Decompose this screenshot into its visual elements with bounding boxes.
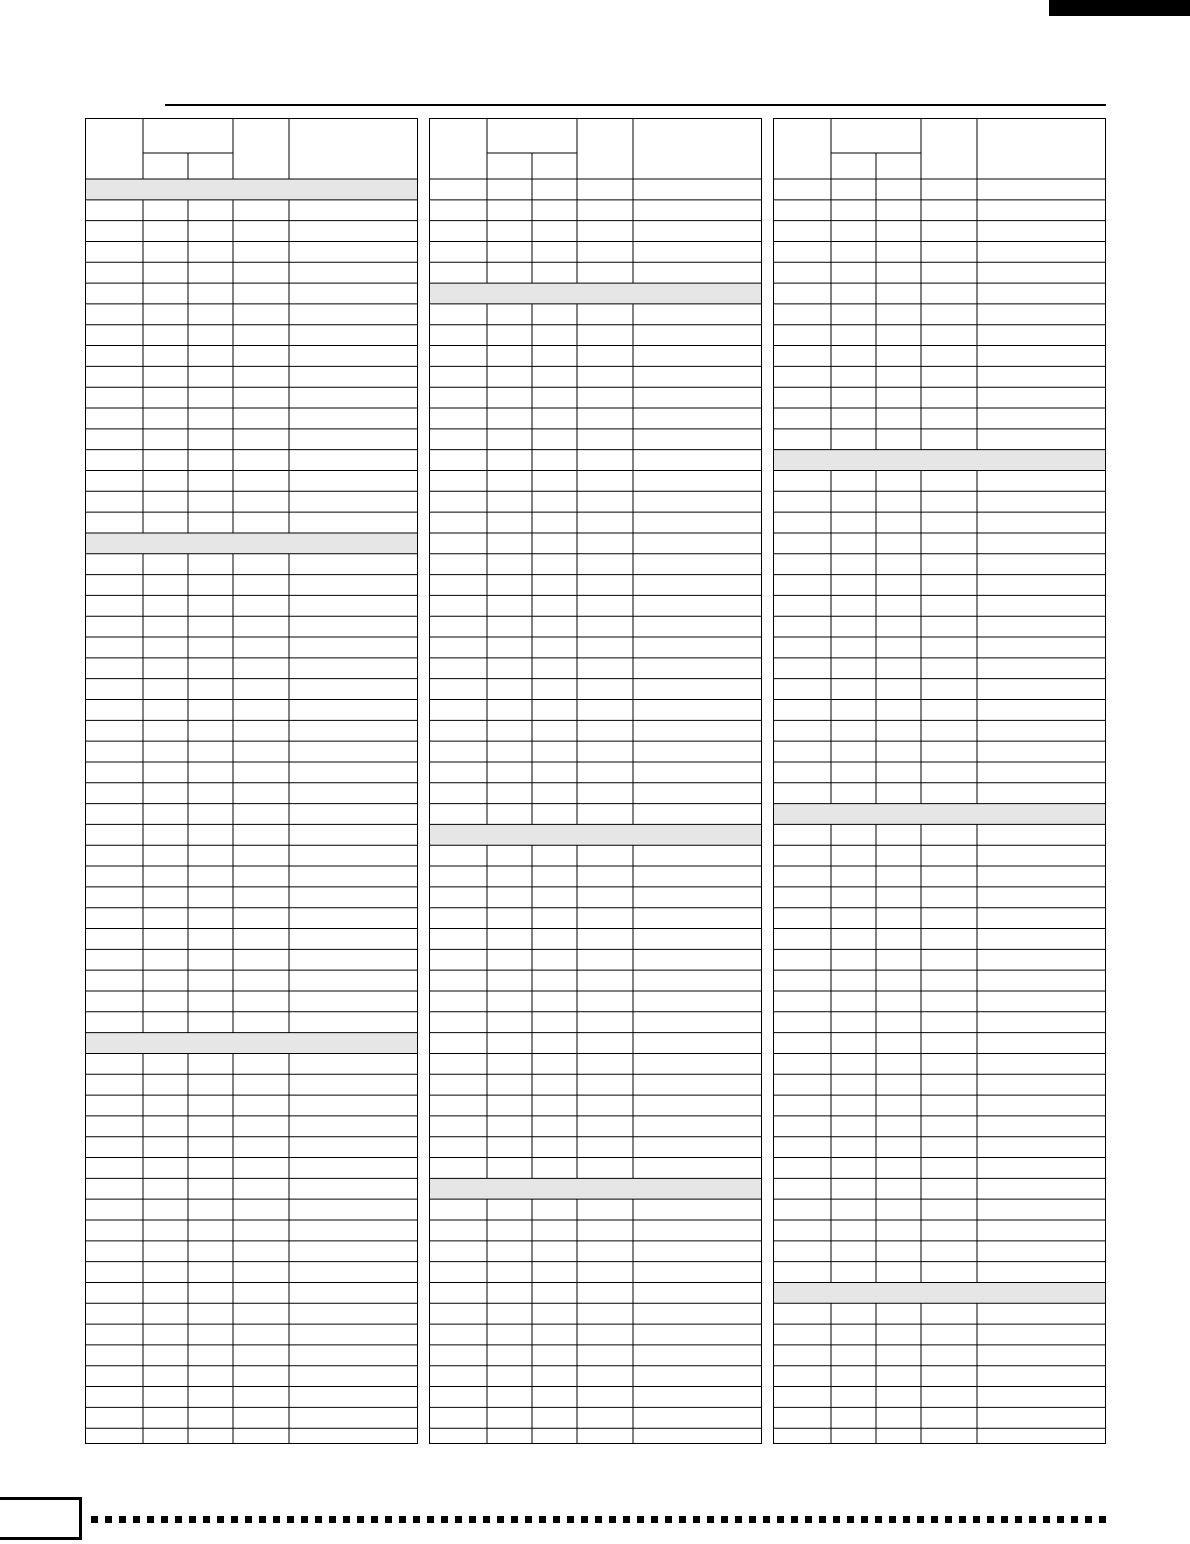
footer-dot (1085, 1516, 1092, 1523)
footer-dot (1043, 1516, 1050, 1523)
footer-dot (1057, 1516, 1064, 1523)
footer-dot (427, 1516, 434, 1523)
table-middle (429, 118, 762, 1444)
section-band (774, 804, 1105, 825)
section-band (774, 450, 1105, 471)
footer-dot (819, 1516, 826, 1523)
footer-dot (497, 1516, 504, 1523)
footer-dot (581, 1516, 588, 1523)
footer-dot (805, 1516, 812, 1523)
footer-dot (217, 1516, 224, 1523)
footer-dot (525, 1516, 532, 1523)
footer-dot (357, 1516, 364, 1523)
footer-dot (973, 1516, 980, 1523)
footer-dot (231, 1516, 238, 1523)
footer-dot (301, 1516, 308, 1523)
footer-dot (735, 1516, 742, 1523)
footer-dot (1099, 1516, 1106, 1523)
footer-dot (987, 1516, 994, 1523)
footer-dot (707, 1516, 714, 1523)
footer-dot (833, 1516, 840, 1523)
footer-dot (329, 1516, 336, 1523)
table-left (85, 118, 418, 1444)
footer-dot (343, 1516, 350, 1523)
footer-dot (651, 1516, 658, 1523)
section-band (86, 179, 417, 200)
table-grid (774, 119, 1105, 1443)
footer-dot (175, 1516, 182, 1523)
footer-dot (371, 1516, 378, 1523)
footer-dot (273, 1516, 280, 1523)
section-band (430, 283, 761, 304)
footer-dot (665, 1516, 672, 1523)
footer-dot (203, 1516, 210, 1523)
footer-dot (847, 1516, 854, 1523)
footer-dot (315, 1516, 322, 1523)
footer-dot (413, 1516, 420, 1523)
footer-dot (763, 1516, 770, 1523)
footer-dot (287, 1516, 294, 1523)
footer-dot (133, 1516, 140, 1523)
footer-dot (721, 1516, 728, 1523)
footer-dot (1015, 1516, 1022, 1523)
header-rule (165, 104, 1106, 106)
footer-dot (483, 1516, 490, 1523)
footer-dot (91, 1516, 98, 1523)
footer-dot (637, 1516, 644, 1523)
footer-dot (553, 1516, 560, 1523)
section-band (774, 1282, 1105, 1303)
footer-dot (959, 1516, 966, 1523)
footer-dot (623, 1516, 630, 1523)
footer-dot (147, 1516, 154, 1523)
footer-dot (749, 1516, 756, 1523)
footer-dot (777, 1516, 784, 1523)
table-grid (86, 119, 417, 1443)
footer-dot (917, 1516, 924, 1523)
footer-dot (119, 1516, 126, 1523)
footer-dot (1029, 1516, 1036, 1523)
footer-dot (455, 1516, 462, 1523)
section-band (86, 1033, 417, 1054)
chapter-tab (1049, 0, 1190, 16)
footer-dot (469, 1516, 476, 1523)
section-band (430, 1178, 761, 1199)
footer-dot (693, 1516, 700, 1523)
footer-dot (889, 1516, 896, 1523)
footer-dot (539, 1516, 546, 1523)
footer-dot (1071, 1516, 1078, 1523)
footer-dot (245, 1516, 252, 1523)
footer-dot (931, 1516, 938, 1523)
footer-dot (105, 1516, 112, 1523)
footer-dot (679, 1516, 686, 1523)
footer-dot (399, 1516, 406, 1523)
footer-dot (567, 1516, 574, 1523)
table-grid (430, 119, 761, 1443)
section-band (430, 824, 761, 845)
footer-dot (903, 1516, 910, 1523)
footer-dot (791, 1516, 798, 1523)
footer-dot (1001, 1516, 1008, 1523)
footer-dot (441, 1516, 448, 1523)
footer-dot (161, 1516, 168, 1523)
footer-dot (189, 1516, 196, 1523)
footer-dotted-rule (91, 1516, 1111, 1523)
footer-dot (595, 1516, 602, 1523)
footer-dot (875, 1516, 882, 1523)
footer-dot (861, 1516, 868, 1523)
section-band (86, 533, 417, 554)
footer-dot (945, 1516, 952, 1523)
footer-dot (609, 1516, 616, 1523)
footer-dot (259, 1516, 266, 1523)
table-right (773, 118, 1106, 1444)
page-number-box (0, 1497, 82, 1540)
footer-dot (385, 1516, 392, 1523)
footer-dot (511, 1516, 518, 1523)
